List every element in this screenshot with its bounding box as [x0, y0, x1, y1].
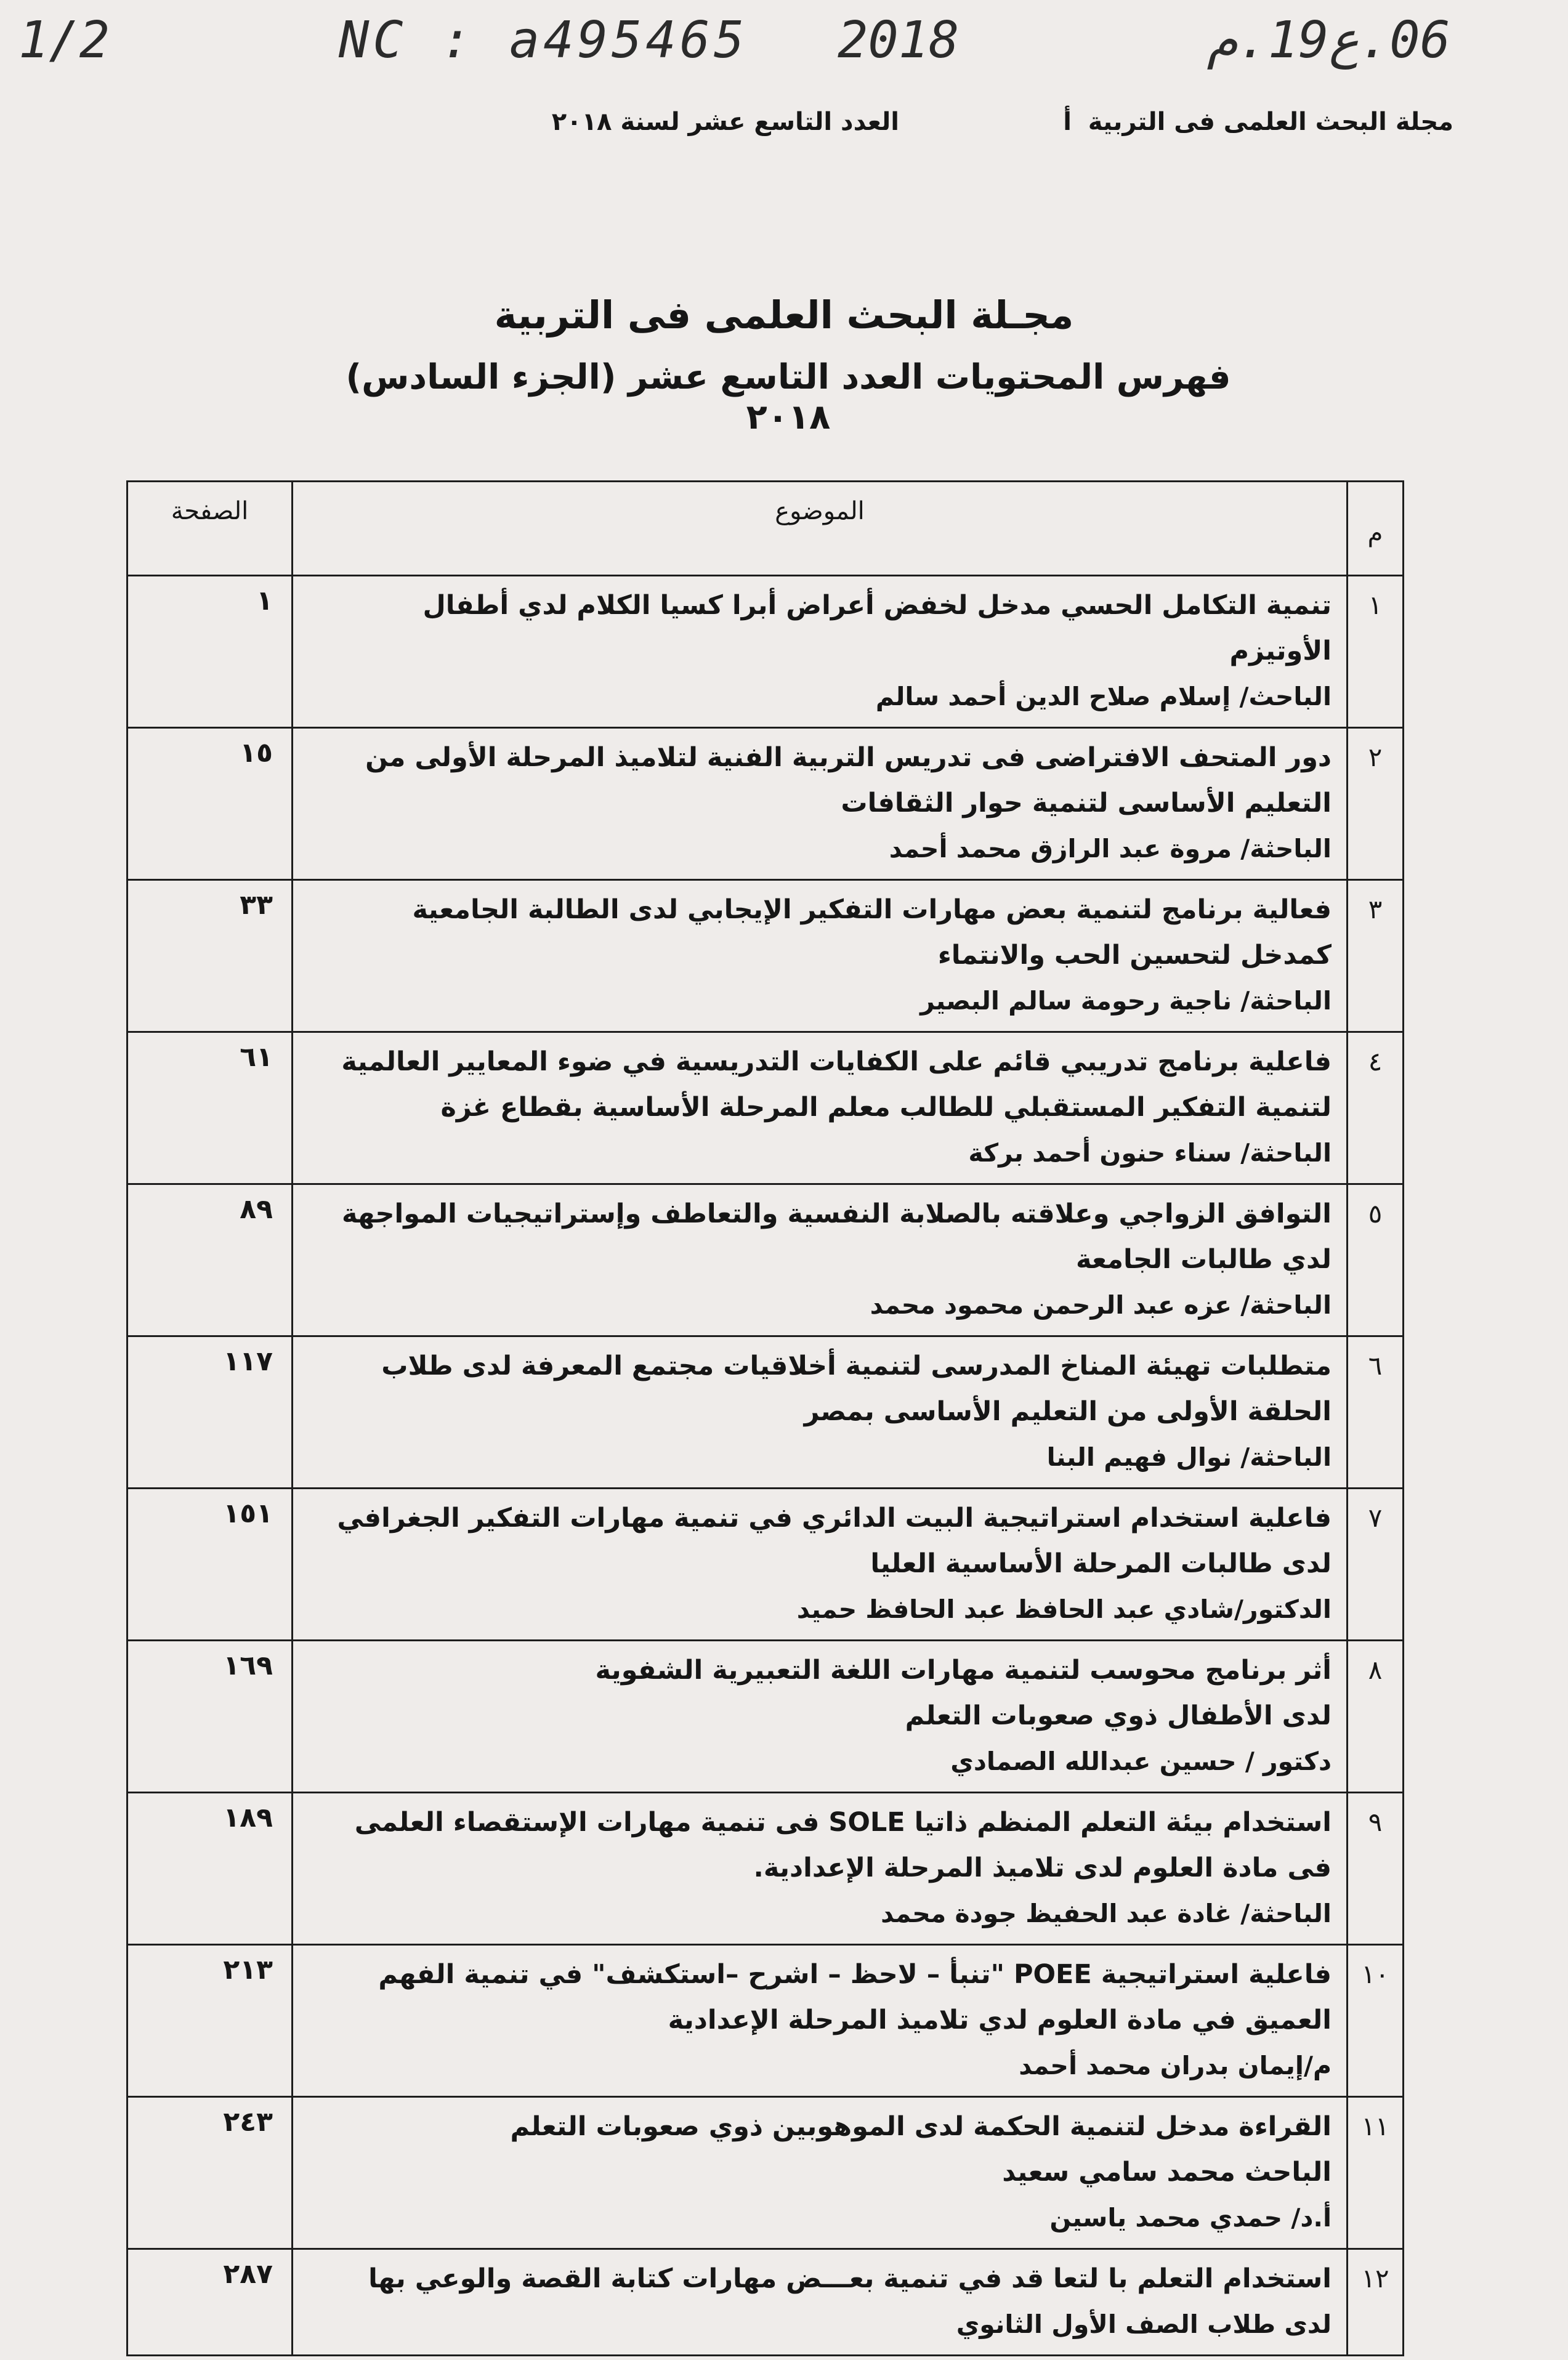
topic-title-line: الحلقة الأولى من التعليم الأساسى بمصر — [804, 1396, 1332, 1427]
topic-title-line: القراءة مدخل لتنمية الحكمة لدى الموهوبين ذوي صعوبات التعلم — [510, 2111, 1332, 2142]
running-header — [265, 108, 1453, 151]
topic-author: لدى طلاب الصف الأول الثانوي — [956, 2309, 1332, 2339]
table-row — [127, 880, 1404, 1032]
table-row — [127, 728, 1404, 880]
table-row — [127, 2097, 1404, 2249]
topic-author: الباحثة/ مروة عبد الرازق محمد أحمد — [889, 834, 1332, 863]
row-topic — [293, 1032, 1348, 1184]
topic-title-line: فعالية برنامج لتنمية بعض مهارات التفكير الإيجابي لدى الطالبة الجامعية — [412, 894, 1332, 925]
journal-title: مجـلة البحث العلمى فى التربية — [494, 293, 1074, 337]
row-number: ٢ — [1348, 728, 1404, 880]
topic-title-line: دور المتحف الافتراضى فى تدريس التربية الفنية لتلاميذ المرحلة الأولى من — [365, 742, 1332, 773]
row-page-number: ٨٩ — [127, 1184, 293, 1336]
row-page-number: ١ — [127, 576, 293, 728]
handwritten-ref: 06.ع19.م — [1207, 11, 1450, 70]
row-topic — [293, 2097, 1348, 2249]
row-page-number: ١١٧ — [127, 1336, 293, 1489]
table-row — [127, 2249, 1404, 2356]
topic-title-line: فاعلية استراتيجية POEE "تنبأ – لاحظ – اشرح –استكشف" في تنمية الفهم — [378, 1959, 1332, 1990]
topic-title-line: العميق في مادة العلوم لدي تلاميذ المرحلة الإعدادية — [668, 2005, 1332, 2035]
topic-title-line: استخدام بيئة التعلم المنظم ذاتيا SOLE فى تنمية مهارات الإستقصاء العلمى — [354, 1807, 1332, 1838]
table-header-row — [127, 482, 1404, 576]
row-page-number: ٦١ — [127, 1032, 293, 1184]
topic-title-line: لدى الأطفال ذوي صعوبات التعلم — [905, 1700, 1332, 1731]
table-row — [127, 1184, 1404, 1336]
row-page-number: ١٨٩ — [127, 1793, 293, 1945]
header-num: م — [1348, 482, 1404, 576]
row-page-number: ٢١٣ — [127, 1945, 293, 2097]
table-row — [127, 1945, 1404, 2097]
row-number: ٦ — [1348, 1336, 1404, 1489]
row-number: ٤ — [1348, 1032, 1404, 1184]
row-number: ١٠ — [1348, 1945, 1404, 2097]
header-page: الصفحة — [127, 482, 293, 576]
running-header-issue: العدد التاسع عشر لسنة ٢٠١٨ — [551, 108, 899, 136]
row-number: ٨ — [1348, 1641, 1404, 1793]
handwritten-page-mark: 1/2 — [18, 11, 110, 70]
topic-author: الباحث/ إسلام صلاح الدين أحمد سالم — [875, 682, 1332, 711]
topic-author: الباحثة/ نوال فهيم البنا — [1046, 1442, 1332, 1472]
handwritten-code: NC : a495465 — [339, 11, 748, 70]
row-topic — [293, 1945, 1348, 2097]
row-number: ٩ — [1348, 1793, 1404, 1945]
row-topic — [293, 1489, 1348, 1641]
topic-author: الباحثة/ سناء حنون أحمد بركة — [968, 1138, 1332, 1168]
topic-author: دكتور / حسين عبدالله الصمادي — [950, 1747, 1332, 1776]
running-header-journal: مجلة البحث العلمى فى التربية — [1088, 108, 1453, 136]
row-number: ١٢ — [1348, 2249, 1404, 2356]
handwritten-year: 2018 — [838, 11, 960, 70]
topic-author: الباحثة/ ناجية رحومة سالم البصير — [920, 986, 1332, 1016]
topic-title-line: استخدام التعلم با لتعا قد في تنمية بعـــض مهارات كتابة القصة والوعي بها — [368, 2263, 1332, 2294]
topic-title-line: لدى طالبات المرحلة الأساسية العليا — [870, 1548, 1332, 1579]
table-row — [127, 1032, 1404, 1184]
row-page-number: ١٥١ — [127, 1489, 293, 1641]
topic-title-line: فاعلية برنامج تدريبي قائم على الكفايات التدريسية في ضوء المعايير العالمية — [341, 1046, 1332, 1077]
row-number: ٥ — [1348, 1184, 1404, 1336]
table-row — [127, 1336, 1404, 1489]
handwritten-annotation — [18, 11, 1546, 85]
topic-title-line: تنمية التكامل الحسي مدخل لخفض أعراض أبرا كسيا الكلام لدي أطفال — [422, 590, 1332, 621]
table-row — [127, 1793, 1404, 1945]
table-row — [127, 1641, 1404, 1793]
index-title: فهرس المحتويات العدد التاسع عشر (الجزء السادس) ٢٠١٨ — [346, 357, 1231, 437]
running-header-mark: أ — [1063, 108, 1072, 136]
row-topic — [293, 576, 1348, 728]
topic-title-line: الباحث محمد سامي سعيد — [1002, 2157, 1332, 2188]
topic-title-line: الأوتيزم — [1229, 636, 1332, 666]
table-row — [127, 576, 1404, 728]
row-page-number: ٢٤٣ — [127, 2097, 293, 2249]
topic-title-line: التعليم الأساسى لتنمية حوار الثقافات — [841, 788, 1332, 818]
row-page-number: ٢٨٧ — [127, 2249, 293, 2356]
row-number: ٧ — [1348, 1489, 1404, 1641]
row-page-number: ١٥ — [127, 728, 293, 880]
topic-author: الدكتور/شادي عبد الحافظ عبد الحافظ حميد — [796, 1594, 1332, 1624]
table-row — [127, 1489, 1404, 1641]
topic-author: الباحثة/ غادة عبد الحفيظ جودة محمد — [881, 1899, 1332, 1928]
topic-author: م/إيمان بدران محمد أحمد — [1019, 2051, 1332, 2080]
topic-title-line: لتنمية التفكير المستقبلي للطالب معلم المرحلة الأساسية بقطاع غزة — [440, 1092, 1332, 1123]
topic-title-line: أثر برنامج محوسب لتنمية مهارات اللغة التعبيرية الشفوية — [595, 1655, 1332, 1686]
topic-author: الباحثة/ عزه عبد الرحمن محمود محمد — [870, 1290, 1332, 1320]
contents-table — [126, 480, 1404, 2356]
row-topic — [293, 880, 1348, 1032]
topic-author: أ.د/ حمدي محمد ياسين — [1049, 2203, 1332, 2233]
row-page-number: ٣٣ — [127, 880, 293, 1032]
row-topic — [293, 1184, 1348, 1336]
topic-title-line: متطلبات تهيئة المناخ المدرسى لتنمية أخلاقيات مجتمع المعرفة لدى طلاب — [381, 1351, 1332, 1381]
row-number: ٣ — [1348, 880, 1404, 1032]
row-topic — [293, 2249, 1348, 2356]
topic-title-line: فى مادة العلوم لدى تلاميذ المرحلة الإعدادية. — [753, 1853, 1332, 1883]
header-topic: الموضوع — [293, 482, 1348, 576]
topic-title-line: التوافق الزواجي وعلاقته بالصلابة النفسية والتعاطف وإستراتيجيات المواجهة — [342, 1198, 1332, 1229]
topic-title-line: فاعلية استخدام استراتيجية البيت الدائري في تنمية مهارات التفكير الجغرافي — [337, 1503, 1332, 1534]
topic-title-line: كمدخل لتحسين الحب والانتماء — [937, 940, 1332, 971]
row-topic — [293, 1641, 1348, 1793]
topic-title-line: لدي طالبات الجامعة — [1075, 1244, 1332, 1275]
row-topic — [293, 1336, 1348, 1489]
row-topic — [293, 728, 1348, 880]
row-topic — [293, 1793, 1348, 1945]
row-number: ١١ — [1348, 2097, 1404, 2249]
row-page-number: ١٦٩ — [127, 1641, 293, 1793]
row-number: ١ — [1348, 576, 1404, 728]
